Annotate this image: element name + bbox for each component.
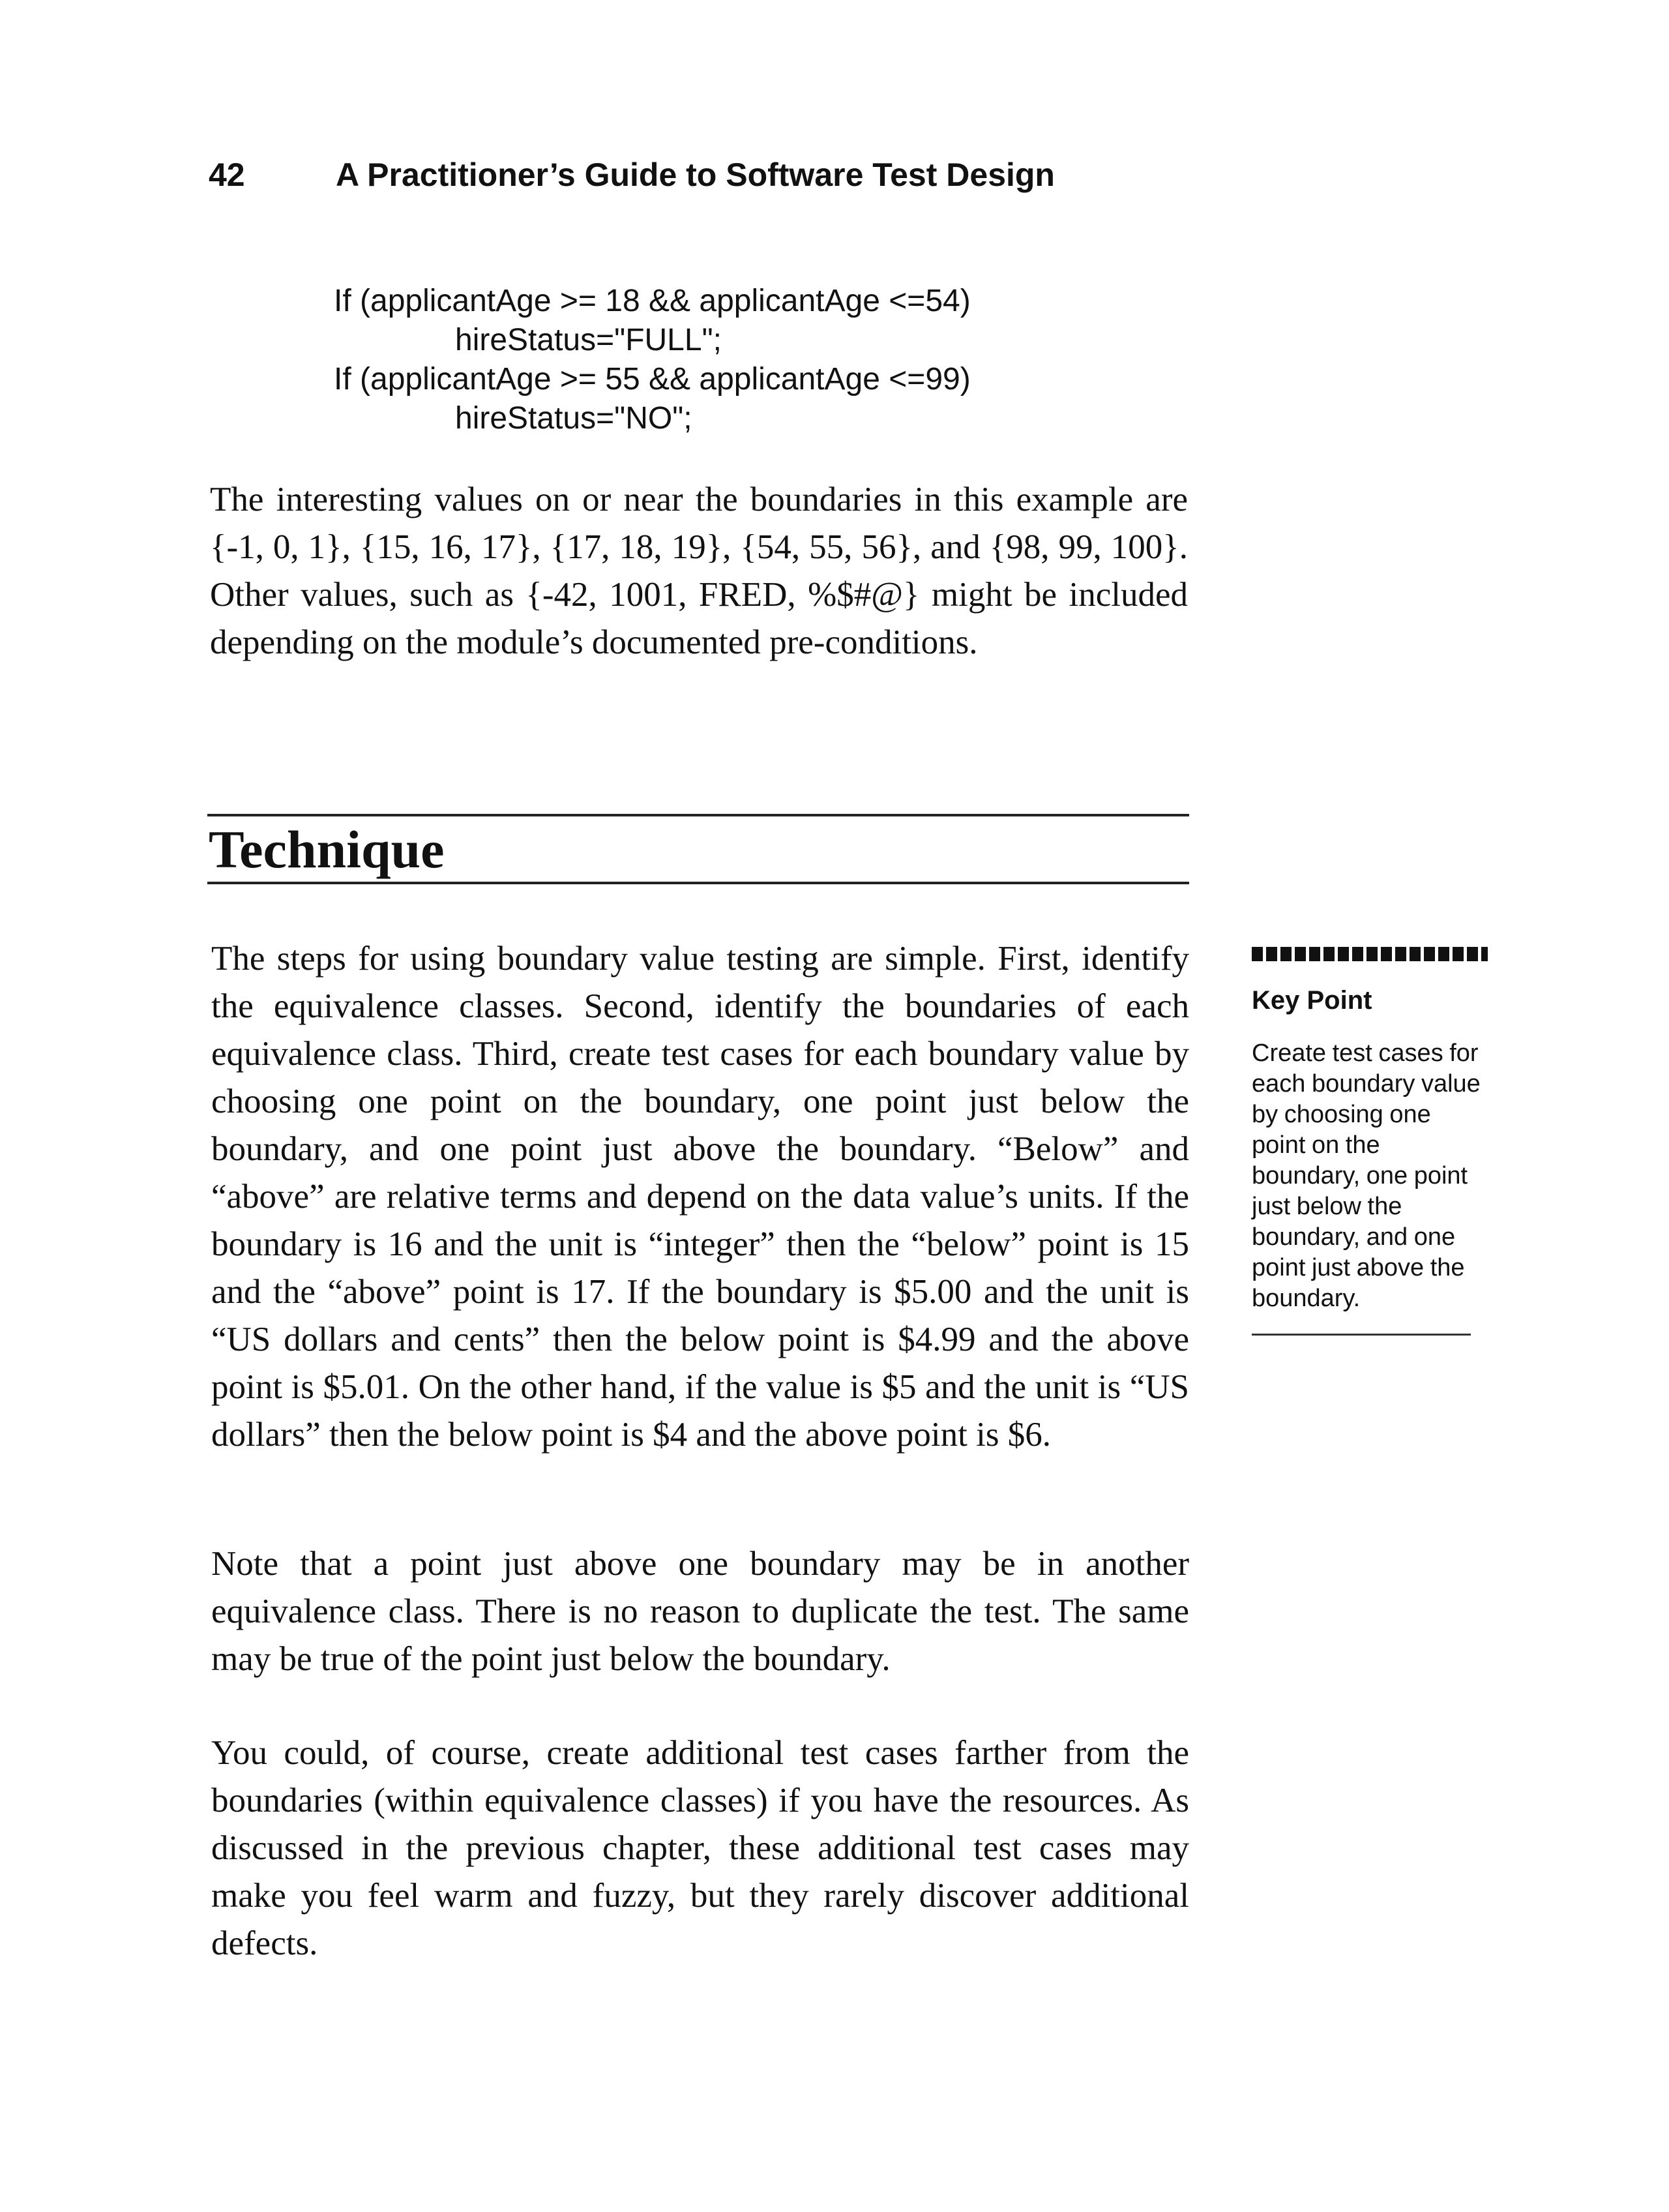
code-line: hireStatus="NO"; (455, 401, 692, 436)
sidebar-text: Create test cases for each boundary value by choosing one point on the boundary, one point just below the boundary, and one point just above the boundary. (1252, 1039, 1481, 1312)
key-point-sidebar (1252, 947, 1486, 1336)
technique-paragraph: You could, of course, create additional test cases farther from the boundaries (within equivalence classes) if you have the resources. As discussed in the previous chapter, these additional test cases may make you feel warm and fuzzy, but they rarely discover additional defects. (211, 1734, 1189, 1962)
section-rule-top (207, 814, 1189, 816)
intro-paragraph: The interesting values on or near the boundaries in this example are {-1, 0, 1}, {15, 16, 17}, {17, 18, 19}, {54, 55, 56}, and {98, 99, 100}. Other values, such as {-42, 1001, FRED, %$#@} might be included depending on the module’s documented pre-conditions. (210, 481, 1188, 661)
code-line: If (applicantAge >= 18 && applicantAge <=54) (334, 284, 971, 318)
section-rule-bottom (207, 882, 1189, 884)
code-line: If (applicantAge >= 55 && applicantAge <=99) (334, 362, 971, 396)
technique-paragraph: The steps for using boundary value testing are simple. First, identify the equivalence classes. Second, identify the boundaries of each equivalence class. Third, create test cases for each boundary value by choosing one point on the boundary, one point just below the boundary, and one point just above the boundary. “Below” and “above” are relative terms and depend on the data value’s units. If the boundary is 16 and the unit is “integer” then the “below” point is 15 and the “above” point is 17. If the boundary is $5.00 and the unit is “US dollars and cents” then the below point is $4.99 and the above point is $5.01. On the other hand, if the value is $5 and the unit is “US dollars” then the below point is $4 and the above point is $6. (211, 940, 1189, 1454)
sidebar-rule (1252, 1334, 1471, 1336)
code-line: hireStatus="FULL"; (455, 323, 722, 357)
running-header (209, 155, 1055, 194)
section-title: Technique (209, 820, 445, 879)
sidebar-decorative-bar (1252, 947, 1488, 961)
page-number: 42 (209, 157, 245, 193)
sidebar-title: Key Point (1252, 986, 1372, 1015)
code-example (334, 282, 971, 438)
technique-paragraph: Note that a point just above one boundary may be in another equivalence class. There is no reason to duplicate the test. The same may be true of the point just below the boundary. (211, 1545, 1189, 1678)
book-title: A Practitioner’s Guide to Software Test Design (336, 157, 1055, 193)
